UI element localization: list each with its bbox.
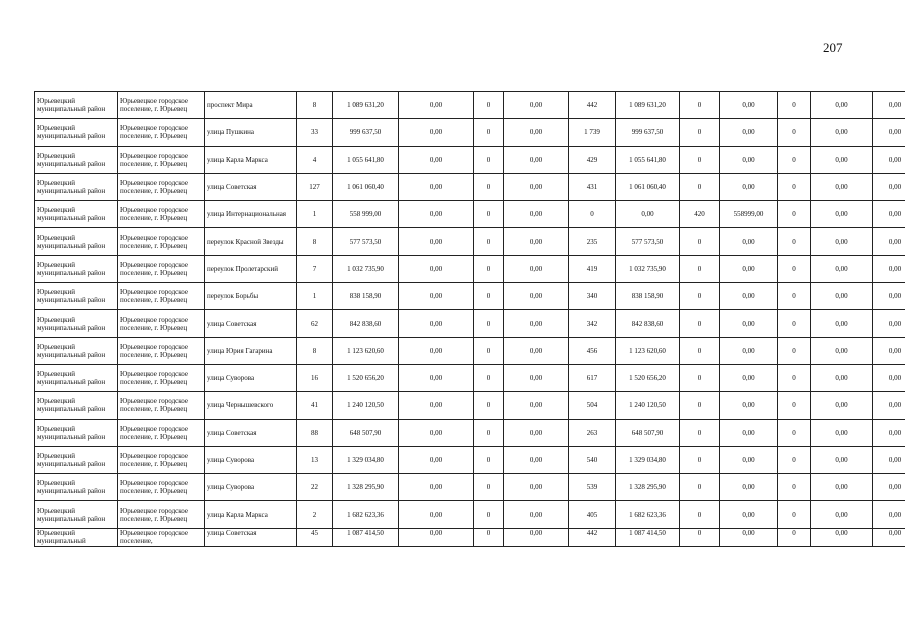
amount-cell: 0,00 (873, 337, 905, 364)
settlement-cell: Юрьевецкое городское поселение, г. Юрьевец (118, 201, 205, 228)
amount-cell: 0,00 (504, 92, 569, 119)
amount-cell: 0,00 (873, 255, 905, 282)
house-number-cell: 127 (297, 173, 333, 200)
count-cell: 0 (680, 392, 720, 419)
amount-cell: 0,00 (504, 501, 569, 528)
house-number-cell: 16 (297, 364, 333, 391)
amount-cell: 0,00 (720, 92, 778, 119)
table-row (35, 92, 905, 119)
district-cell: Юрьевецкий муниципальный район (35, 255, 118, 282)
house-number-cell: 22 (297, 474, 333, 501)
settlement-cell: Юрьевецкое городское поселение, г. Юрьевец (118, 474, 205, 501)
street-cell: улица Советская (205, 310, 297, 337)
total-cost-cell: 1 055 641,80 (333, 146, 399, 173)
district-cell: Юрьевецкий муниципальный район (35, 119, 118, 146)
count-cell: 0 (778, 310, 811, 337)
count-cell: 0 (474, 201, 504, 228)
settlement-cell: Юрьевецкое городское поселение, г. Юрьевец (118, 283, 205, 310)
settlement-cell: Юрьевецкое городское поселение, (118, 528, 205, 546)
total-cost-cell: 1 520 656,20 (333, 364, 399, 391)
count-cell: 0 (474, 146, 504, 173)
district-cell: Юрьевецкий муниципальный район (35, 419, 118, 446)
count-cell: 0 (778, 528, 811, 546)
district-cell: Юрьевецкий муниципальный район (35, 173, 118, 200)
count-cell: 420 (680, 201, 720, 228)
amount-cell: 1 087 414,50 (616, 528, 680, 546)
count-cell: 0 (680, 501, 720, 528)
amount-cell: 0,00 (399, 474, 474, 501)
amount-cell: 0,00 (873, 501, 905, 528)
amount-cell: 0,00 (399, 392, 474, 419)
amount-cell: 0,00 (399, 528, 474, 546)
table-row (35, 474, 905, 501)
count-cell: 0 (778, 228, 811, 255)
table-row (35, 310, 905, 337)
amount-cell: 0,00 (811, 92, 873, 119)
settlement-cell: Юрьевецкое городское поселение, г. Юрьевец (118, 119, 205, 146)
amount-cell: 0,00 (504, 119, 569, 146)
count-cell: 0 (474, 173, 504, 200)
total-cost-cell: 1 087 414,50 (333, 528, 399, 546)
area-cell: 442 (569, 528, 616, 546)
table-row (35, 146, 905, 173)
total-cost-cell: 1 032 735,90 (333, 255, 399, 282)
table-row (35, 364, 905, 391)
house-number-cell: 7 (297, 255, 333, 282)
total-cost-cell: 577 573,50 (333, 228, 399, 255)
amount-cell: 0,00 (720, 528, 778, 546)
district-cell: Юрьевецкий муниципальный район (35, 392, 118, 419)
settlement-cell: Юрьевецкое городское поселение, г. Юрьевец (118, 173, 205, 200)
count-cell: 0 (778, 92, 811, 119)
amount-cell: 0,00 (399, 419, 474, 446)
amount-cell: 0,00 (399, 310, 474, 337)
amount-cell: 0,00 (811, 446, 873, 473)
count-cell: 0 (474, 474, 504, 501)
settlement-cell: Юрьевецкое городское поселение, г. Юрьевец (118, 92, 205, 119)
street-cell: улица Интернациональная (205, 201, 297, 228)
district-cell: Юрьевецкий муниципальный район (35, 337, 118, 364)
amount-cell: 0,00 (873, 173, 905, 200)
count-cell: 0 (778, 173, 811, 200)
amount-cell: 1 061 060,40 (616, 173, 680, 200)
settlement-cell: Юрьевецкое городское поселение, г. Юрьевец (118, 364, 205, 391)
district-cell: Юрьевецкий муниципальный район (35, 446, 118, 473)
house-number-cell: 33 (297, 119, 333, 146)
count-cell: 0 (778, 364, 811, 391)
count-cell: 0 (474, 283, 504, 310)
amount-cell: 0,00 (720, 392, 778, 419)
amount-cell: 0,00 (504, 392, 569, 419)
table-row (35, 255, 905, 282)
amount-cell: 0,00 (720, 146, 778, 173)
table-row (35, 337, 905, 364)
amount-cell: 1 328 295,90 (616, 474, 680, 501)
settlement-cell: Юрьевецкое городское поселение, г. Юрьевец (118, 446, 205, 473)
amount-cell: 1 089 631,20 (616, 92, 680, 119)
settlement-cell: Юрьевецкое городское поселение, г. Юрьевец (118, 419, 205, 446)
amount-cell: 1 520 656,20 (616, 364, 680, 391)
amount-cell: 0,00 (399, 501, 474, 528)
settlement-cell: Юрьевецкое городское поселение, г. Юрьевец (118, 501, 205, 528)
area-cell: 235 (569, 228, 616, 255)
total-cost-cell: 999 637,50 (333, 119, 399, 146)
street-cell: улица Суворова (205, 364, 297, 391)
area-cell: 456 (569, 337, 616, 364)
count-cell: 0 (680, 337, 720, 364)
amount-cell: 0,00 (399, 119, 474, 146)
housing-register-table (34, 91, 905, 547)
amount-cell: 1 329 034,80 (616, 446, 680, 473)
amount-cell: 1 123 620,60 (616, 337, 680, 364)
amount-cell: 0,00 (873, 392, 905, 419)
house-number-cell: 45 (297, 528, 333, 546)
count-cell: 0 (778, 201, 811, 228)
area-cell: 540 (569, 446, 616, 473)
total-cost-cell: 1 682 623,36 (333, 501, 399, 528)
street-cell: улица Карла Маркса (205, 146, 297, 173)
amount-cell: 0,00 (811, 310, 873, 337)
count-cell: 0 (680, 446, 720, 473)
count-cell: 0 (474, 364, 504, 391)
count-cell: 0 (778, 337, 811, 364)
street-cell: переулок Борьбы (205, 283, 297, 310)
amount-cell: 0,00 (811, 501, 873, 528)
area-cell: 263 (569, 419, 616, 446)
total-cost-cell: 1 240 120,50 (333, 392, 399, 419)
count-cell: 0 (474, 446, 504, 473)
district-cell: Юрьевецкий муниципальный район (35, 92, 118, 119)
amount-cell: 0,00 (504, 474, 569, 501)
amount-cell: 0,00 (811, 419, 873, 446)
amount-cell: 0,00 (873, 528, 905, 546)
count-cell: 0 (474, 228, 504, 255)
table-row (35, 392, 905, 419)
street-cell: улица Пушкина (205, 119, 297, 146)
amount-cell: 0,00 (504, 446, 569, 473)
total-cost-cell: 1 089 631,20 (333, 92, 399, 119)
count-cell: 0 (778, 255, 811, 282)
house-number-cell: 41 (297, 392, 333, 419)
house-number-cell: 8 (297, 92, 333, 119)
count-cell: 0 (680, 146, 720, 173)
amount-cell: 0,00 (811, 173, 873, 200)
amount-cell: 0,00 (873, 283, 905, 310)
street-cell: переулок Красной Звезды (205, 228, 297, 255)
amount-cell: 0,00 (720, 119, 778, 146)
amount-cell: 0,00 (873, 201, 905, 228)
total-cost-cell: 648 507,90 (333, 419, 399, 446)
amount-cell: 577 573,50 (616, 228, 680, 255)
amount-cell: 0,00 (504, 228, 569, 255)
count-cell: 0 (680, 364, 720, 391)
amount-cell: 0,00 (811, 474, 873, 501)
amount-cell: 0,00 (720, 474, 778, 501)
street-cell: улица Советская (205, 173, 297, 200)
amount-cell: 0,00 (811, 228, 873, 255)
street-cell: улица Советская (205, 528, 297, 546)
area-cell: 0 (569, 201, 616, 228)
count-cell: 0 (474, 419, 504, 446)
amount-cell: 0,00 (399, 364, 474, 391)
amount-cell: 0,00 (873, 228, 905, 255)
amount-cell: 0,00 (811, 201, 873, 228)
table-row (35, 283, 905, 310)
count-cell: 0 (680, 528, 720, 546)
count-cell: 0 (778, 446, 811, 473)
area-cell: 617 (569, 364, 616, 391)
count-cell: 0 (474, 255, 504, 282)
count-cell: 0 (680, 228, 720, 255)
count-cell: 0 (680, 419, 720, 446)
amount-cell: 0,00 (720, 283, 778, 310)
settlement-cell: Юрьевецкое городское поселение, г. Юрьевец (118, 146, 205, 173)
district-cell: Юрьевецкий муниципальный район (35, 501, 118, 528)
amount-cell: 0,00 (504, 283, 569, 310)
total-cost-cell: 842 838,60 (333, 310, 399, 337)
street-cell: улица Карла Маркса (205, 501, 297, 528)
count-cell: 0 (778, 283, 811, 310)
amount-cell: 558999,00 (720, 201, 778, 228)
area-cell: 442 (569, 92, 616, 119)
amount-cell: 1 240 120,50 (616, 392, 680, 419)
amount-cell: 838 158,90 (616, 283, 680, 310)
street-cell: улица Юрия Гагарина (205, 337, 297, 364)
street-cell: улица Советская (205, 419, 297, 446)
total-cost-cell: 838 158,90 (333, 283, 399, 310)
total-cost-cell: 1 329 034,80 (333, 446, 399, 473)
table-row (35, 528, 905, 546)
count-cell: 0 (778, 501, 811, 528)
count-cell: 0 (474, 119, 504, 146)
amount-cell: 0,00 (873, 310, 905, 337)
amount-cell: 0,00 (399, 337, 474, 364)
house-number-cell: 8 (297, 337, 333, 364)
count-cell: 0 (474, 501, 504, 528)
total-cost-cell: 1 328 295,90 (333, 474, 399, 501)
amount-cell: 0,00 (399, 146, 474, 173)
area-cell: 405 (569, 501, 616, 528)
amount-cell: 0,00 (399, 446, 474, 473)
district-cell: Юрьевецкий муниципальный район (35, 201, 118, 228)
count-cell: 0 (474, 92, 504, 119)
house-number-cell: 4 (297, 146, 333, 173)
district-cell: Юрьевецкий муниципальный район (35, 474, 118, 501)
amount-cell: 0,00 (811, 337, 873, 364)
page-number: 207 (823, 40, 843, 55)
amount-cell: 0,00 (720, 173, 778, 200)
amount-cell: 1 055 641,80 (616, 146, 680, 173)
amount-cell: 842 838,60 (616, 310, 680, 337)
amount-cell: 0,00 (720, 364, 778, 391)
amount-cell: 0,00 (720, 255, 778, 282)
amount-cell: 0,00 (504, 528, 569, 546)
table-row (35, 446, 905, 473)
count-cell: 0 (680, 92, 720, 119)
street-cell: проспект Мира (205, 92, 297, 119)
amount-cell: 0,00 (616, 201, 680, 228)
count-cell: 0 (680, 119, 720, 146)
house-number-cell: 88 (297, 419, 333, 446)
amount-cell: 0,00 (504, 337, 569, 364)
area-cell: 1 739 (569, 119, 616, 146)
street-cell: улица Чернышевского (205, 392, 297, 419)
amount-cell: 0,00 (873, 419, 905, 446)
table-row (35, 173, 905, 200)
amount-cell: 0,00 (504, 255, 569, 282)
amount-cell: 0,00 (873, 474, 905, 501)
amount-cell: 0,00 (720, 337, 778, 364)
table-row (35, 119, 905, 146)
amount-cell: 1 032 735,90 (616, 255, 680, 282)
amount-cell: 0,00 (504, 146, 569, 173)
count-cell: 0 (778, 119, 811, 146)
amount-cell: 0,00 (399, 228, 474, 255)
settlement-cell: Юрьевецкое городское поселение, г. Юрьевец (118, 255, 205, 282)
amount-cell: 0,00 (720, 310, 778, 337)
amount-cell: 0,00 (873, 364, 905, 391)
amount-cell: 0,00 (504, 419, 569, 446)
settlement-cell: Юрьевецкое городское поселение, г. Юрьевец (118, 310, 205, 337)
count-cell: 0 (680, 310, 720, 337)
amount-cell: 0,00 (811, 146, 873, 173)
count-cell: 0 (474, 528, 504, 546)
amount-cell: 1 682 623,36 (616, 501, 680, 528)
amount-cell: 0,00 (504, 201, 569, 228)
area-cell: 342 (569, 310, 616, 337)
area-cell: 539 (569, 474, 616, 501)
total-cost-cell: 1 123 620,60 (333, 337, 399, 364)
amount-cell: 0,00 (811, 283, 873, 310)
area-cell: 431 (569, 173, 616, 200)
house-number-cell: 13 (297, 446, 333, 473)
table-row (35, 501, 905, 528)
area-cell: 419 (569, 255, 616, 282)
district-cell: Юрьевецкий муниципальный район (35, 146, 118, 173)
district-cell: Юрьевецкий муниципальный район (35, 283, 118, 310)
amount-cell: 0,00 (720, 228, 778, 255)
amount-cell: 0,00 (720, 419, 778, 446)
count-cell: 0 (474, 337, 504, 364)
house-number-cell: 1 (297, 283, 333, 310)
settlement-cell: Юрьевецкое городское поселение, г. Юрьевец (118, 392, 205, 419)
amount-cell: 0,00 (873, 92, 905, 119)
amount-cell: 0,00 (873, 146, 905, 173)
house-number-cell: 1 (297, 201, 333, 228)
count-cell: 0 (680, 474, 720, 501)
area-cell: 340 (569, 283, 616, 310)
district-cell: Юрьевецкий муниципальный район (35, 310, 118, 337)
table-row (35, 201, 905, 228)
amount-cell: 0,00 (504, 364, 569, 391)
count-cell: 0 (680, 255, 720, 282)
area-cell: 504 (569, 392, 616, 419)
amount-cell: 999 637,50 (616, 119, 680, 146)
amount-cell: 0,00 (873, 119, 905, 146)
amount-cell: 0,00 (811, 119, 873, 146)
amount-cell: 0,00 (811, 364, 873, 391)
street-cell: улица Суворова (205, 474, 297, 501)
area-cell: 429 (569, 146, 616, 173)
amount-cell: 0,00 (811, 528, 873, 546)
count-cell: 0 (474, 310, 504, 337)
amount-cell: 0,00 (873, 446, 905, 473)
district-cell: Юрьевецкий муниципальный район (35, 364, 118, 391)
settlement-cell: Юрьевецкое городское поселение, г. Юрьевец (118, 228, 205, 255)
settlement-cell: Юрьевецкое городское поселение, г. Юрьевец (118, 337, 205, 364)
total-cost-cell: 1 061 060,40 (333, 173, 399, 200)
count-cell: 0 (474, 392, 504, 419)
street-cell: переулок Пролетарский (205, 255, 297, 282)
table-row (35, 228, 905, 255)
amount-cell: 0,00 (399, 255, 474, 282)
amount-cell: 0,00 (504, 310, 569, 337)
count-cell: 0 (680, 173, 720, 200)
amount-cell: 648 507,90 (616, 419, 680, 446)
house-number-cell: 62 (297, 310, 333, 337)
amount-cell: 0,00 (399, 173, 474, 200)
district-cell: Юрьевецкий муниципальный район (35, 228, 118, 255)
amount-cell: 0,00 (720, 446, 778, 473)
amount-cell: 0,00 (399, 92, 474, 119)
amount-cell: 0,00 (504, 173, 569, 200)
count-cell: 0 (680, 283, 720, 310)
amount-cell: 0,00 (811, 255, 873, 282)
amount-cell: 0,00 (399, 283, 474, 310)
count-cell: 0 (778, 146, 811, 173)
amount-cell: 0,00 (399, 201, 474, 228)
total-cost-cell: 558 999,00 (333, 201, 399, 228)
street-cell: улица Суворова (205, 446, 297, 473)
count-cell: 0 (778, 474, 811, 501)
table-row (35, 419, 905, 446)
house-number-cell: 2 (297, 501, 333, 528)
house-number-cell: 8 (297, 228, 333, 255)
count-cell: 0 (778, 392, 811, 419)
amount-cell: 0,00 (811, 392, 873, 419)
count-cell: 0 (778, 419, 811, 446)
district-cell: Юрьевецкий муниципальный (35, 528, 118, 546)
amount-cell: 0,00 (720, 501, 778, 528)
